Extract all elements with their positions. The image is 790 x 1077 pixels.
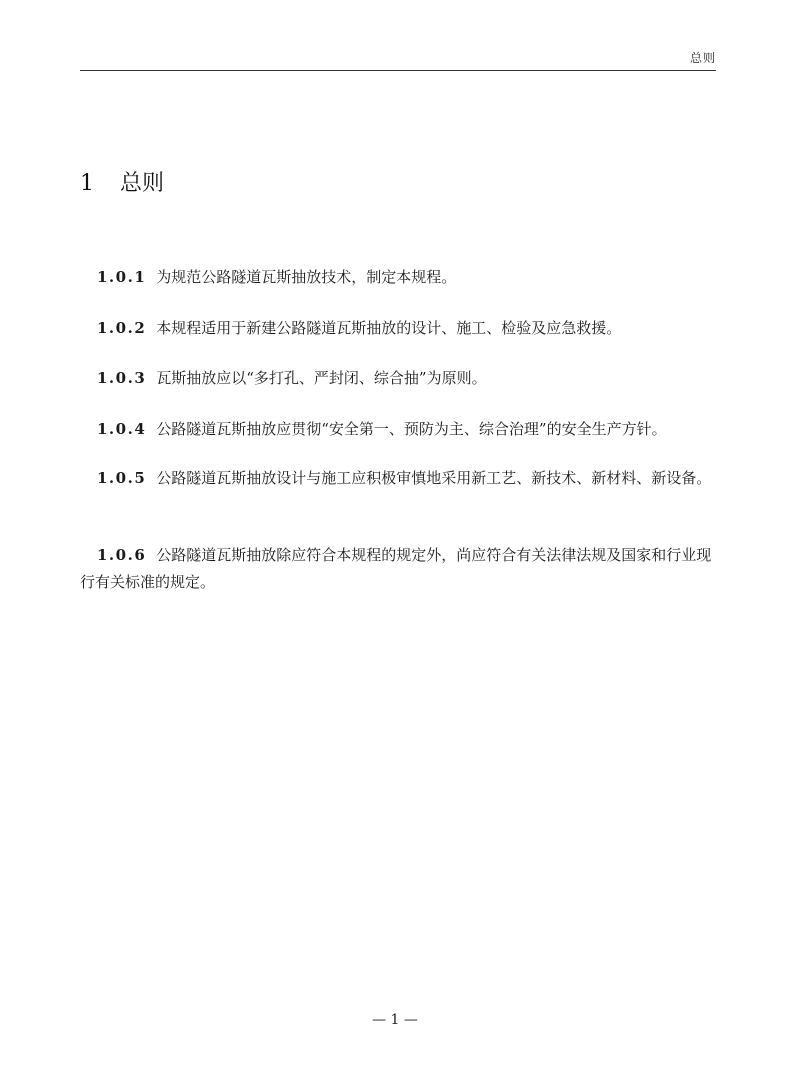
clause-text: 本规程适用于新建公路隧道瓦斯抽放的设计、施工、检验及应急救援。 [156,319,622,337]
clause-text: 瓦斯抽放应以“多打孔、严封闭、综合抽”为原则。 [156,369,487,387]
clause-number: 1.0.3 [97,369,147,387]
chapter-number: 1 [80,171,94,196]
clause-number: 1.0.1 [97,268,147,286]
clause-text: 公路隧道瓦斯抽放除应符合本规程的规定外，尚应符合有关法律法规及国家和行业现行有关标准的规定。 [80,546,712,591]
clause-number: 1.0.2 [97,319,147,337]
running-head: 总则 [689,51,716,65]
clause-1-0-1 [80,264,720,291]
clause-1-0-6 [80,542,720,596]
clause-number: 1.0.4 [97,420,147,438]
chapter-title [80,166,164,197]
clause-1-0-2 [80,315,720,342]
clause-number: 1.0.5 [97,469,147,487]
clause-text: 公路隧道瓦斯抽放设计与施工应积极审慎地采用新工艺、新技术、新材料、新设备。 [156,469,712,487]
clause-text: 公路隧道瓦斯抽放应贯彻“安全第一、预防为主、综合治理”的安全生产方针。 [156,420,667,438]
clause-text: 为规范公路隧道瓦斯抽放技术，制定本规程。 [156,268,457,286]
clause-1-0-3 [80,365,720,392]
page-number: — 1 — [372,1012,418,1028]
clause-number: 1.0.6 [97,546,147,564]
clause-1-0-4 [80,416,720,443]
header-rule [80,70,716,71]
chapter-title-text: 总则 [120,171,165,196]
clause-1-0-5 [80,465,720,492]
